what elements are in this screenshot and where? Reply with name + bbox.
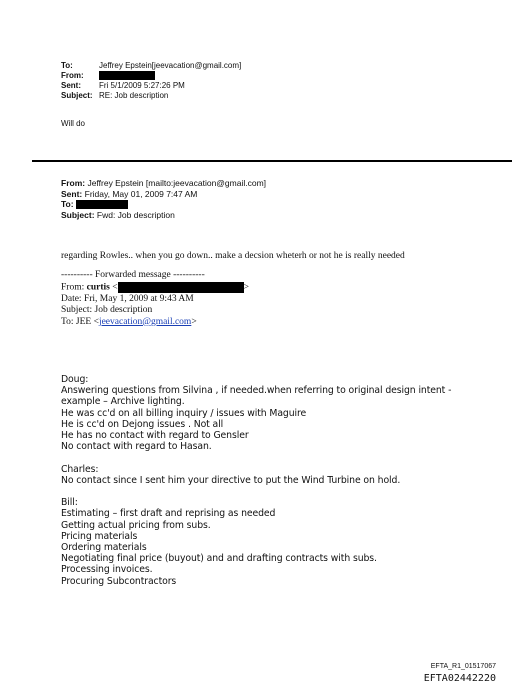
header1-from-row bbox=[61, 71, 241, 81]
body-line: Procuring Subcontractors bbox=[61, 575, 177, 587]
to-label: To: bbox=[61, 61, 73, 70]
subject-label: Subject: bbox=[61, 91, 93, 100]
to-value: Jeffrey Epstein[jeevacation@gmail.com] bbox=[99, 61, 242, 70]
body-line: Processing invoices. bbox=[61, 564, 153, 576]
sent-value: Friday, May 01, 2009 7:47 AM bbox=[84, 188, 198, 199]
forwarded-date: Date: Fri, May 1, 2009 at 9:43 AM bbox=[61, 293, 194, 304]
body-line: Charles: bbox=[61, 463, 99, 475]
forwarded-subject: Subject: Job description bbox=[61, 305, 153, 316]
body-line: Ordering materials bbox=[61, 542, 147, 554]
forwarded-from-label: From: bbox=[61, 282, 85, 293]
email-header-1 bbox=[61, 61, 241, 101]
forwarded-from-open: < bbox=[112, 282, 118, 293]
header2-subject-row bbox=[61, 210, 266, 221]
from-label: From: bbox=[61, 71, 84, 80]
subject-label: Subject: bbox=[61, 209, 95, 220]
message-body bbox=[61, 374, 451, 587]
forwarded-to-email-link[interactable]: jeevacation@gmail.com bbox=[98, 316, 192, 327]
body-spacer bbox=[61, 486, 451, 497]
body-line: Answering questions from Silvina , if needed.when referring to original design intent - bbox=[61, 385, 452, 397]
forwarded-to-suffix: > bbox=[191, 316, 197, 327]
sent-label: Sent: bbox=[61, 81, 81, 90]
note-text: regarding Rowles.. when you go down.. make a decsion wheterh or not he is really needed bbox=[61, 251, 405, 261]
body-line: Estimating – first draft and reprising as needed bbox=[61, 508, 276, 520]
forwarded-to-row bbox=[61, 317, 249, 329]
header2-from-row bbox=[61, 178, 266, 189]
subject-value: Fwd: Job description bbox=[96, 209, 175, 220]
redaction-box bbox=[99, 71, 155, 80]
redaction-box bbox=[118, 282, 244, 293]
redaction-box bbox=[76, 200, 128, 209]
forwarded-from-name: curtis bbox=[86, 282, 110, 293]
header1-subject-row bbox=[61, 91, 241, 101]
footer-id-large: EFTA02442220 bbox=[423, 673, 496, 684]
body-line: Getting actual pricing from subs. bbox=[61, 519, 211, 531]
body-line: Doug: bbox=[61, 374, 89, 385]
body-line: Pricing materials bbox=[61, 530, 138, 542]
body-line: Negotiating final price (buyout) and and drafting contracts with subs. bbox=[61, 553, 377, 565]
body-spacer bbox=[61, 452, 451, 463]
body-line: No contact since I sent him your directive to put the Wind Turbine on hold. bbox=[61, 474, 401, 486]
header2-sent-row bbox=[61, 189, 266, 200]
divider-line bbox=[32, 160, 512, 162]
forwarded-message bbox=[61, 270, 249, 328]
body-line: Bill: bbox=[61, 497, 78, 509]
sent-label: Sent: bbox=[61, 188, 83, 199]
body-line: He was cc'd on all billing inquiry / issues with Maguire bbox=[61, 407, 307, 419]
to-label: To: bbox=[61, 199, 74, 209]
header1-to-row bbox=[61, 61, 241, 71]
forwarded-to-prefix: To: JEE < bbox=[61, 316, 99, 327]
forwarded-from-row bbox=[61, 282, 249, 294]
footer-id-small: EFTA_R1_01517067 bbox=[430, 663, 496, 670]
body-line: No contact with regard to Hasan. bbox=[61, 441, 212, 453]
reply-text: Will do bbox=[61, 119, 86, 128]
from-value: Jeffrey Epstein [mailto:jeevacation@gmail.com] bbox=[87, 178, 267, 188]
forwarded-from-close: > bbox=[243, 282, 249, 293]
header1-sent-row bbox=[61, 81, 241, 91]
email-header-2 bbox=[61, 178, 266, 220]
subject-value: RE: Job description bbox=[99, 91, 169, 100]
sent-value: Fri 5/1/2009 5:27:26 PM bbox=[99, 81, 185, 90]
body-line: He has no contact with regard to Gensler bbox=[61, 430, 249, 442]
body-line: example – Archive lighting. bbox=[61, 396, 185, 408]
body-line: He is cc'd on Dejong issues . Not all bbox=[61, 418, 224, 430]
forwarded-marker: ---------- Forwarded message ---------- bbox=[61, 270, 205, 280]
header2-to-row bbox=[61, 199, 266, 210]
from-label: From: bbox=[61, 178, 86, 188]
